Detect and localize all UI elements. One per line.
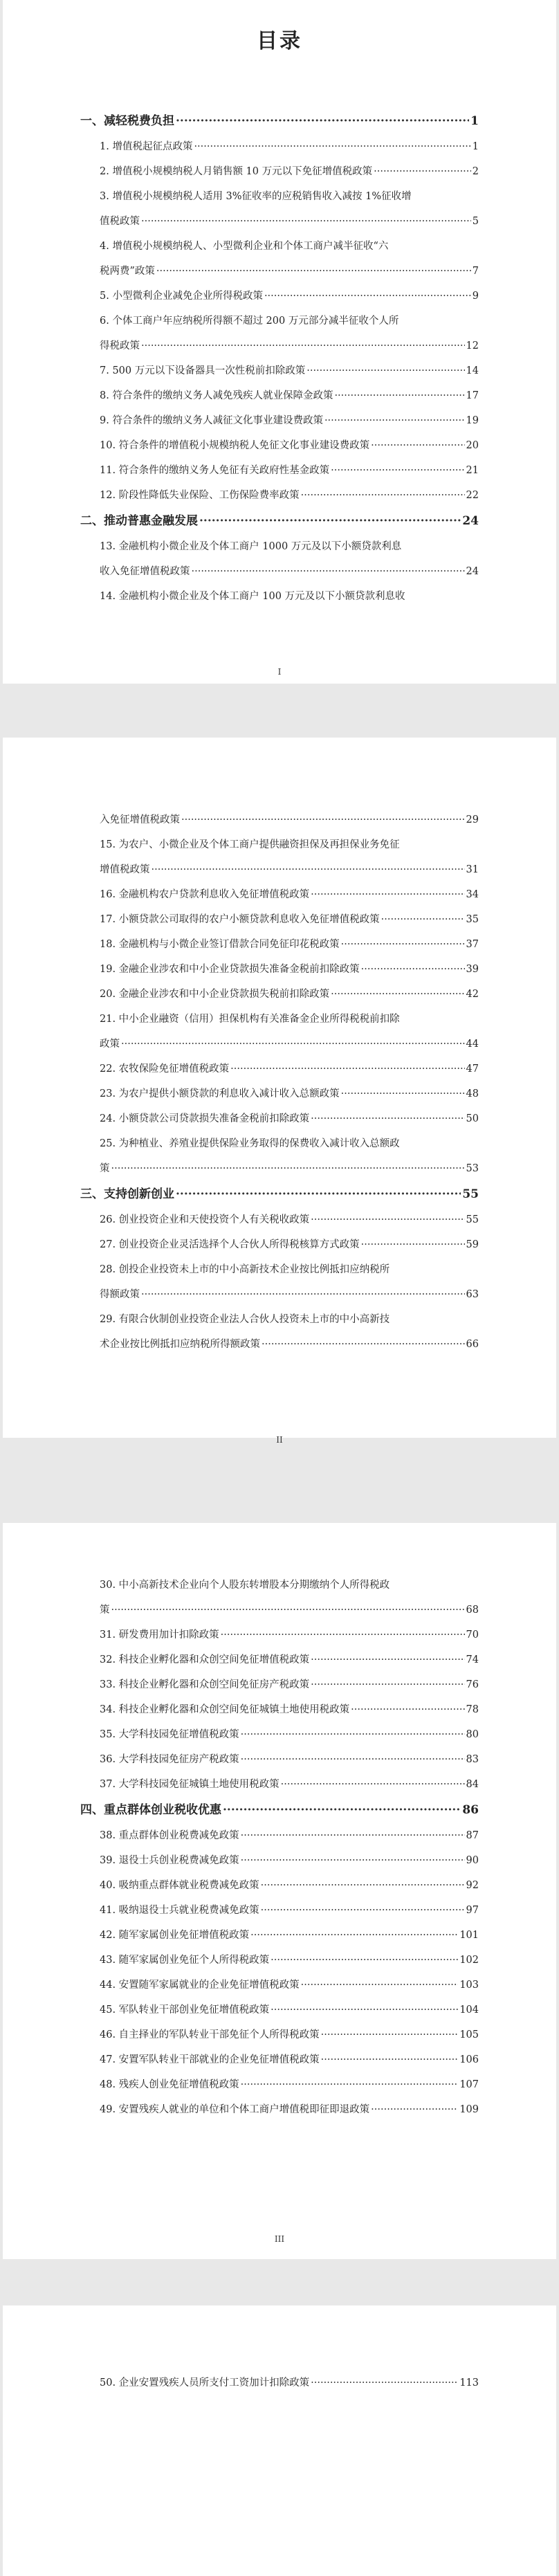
entry-title: 31. 研发费用加计扣除政策 [100,1629,219,1641]
toc-entry[interactable] [80,1772,479,1797]
entry-title-line2: 收入免征增值税政策 [100,566,190,577]
toc-entry[interactable] [80,1848,479,1873]
toc-entry[interactable] [80,2022,479,2047]
dot-leader [241,1823,465,1848]
dot-leader [271,1998,458,2022]
toc-list [80,738,479,1357]
toc-page-2 [3,738,556,1445]
dot-leader [341,932,465,957]
entry-page-number: 80 [466,1729,479,1740]
entry-title: 1. 增值税起征点政策 [100,141,193,152]
dot-leader [261,1873,465,1898]
dot-leader [311,882,464,907]
toc-entry[interactable] [80,159,479,184]
entry-title: 入免征增值税政策 [100,814,180,825]
entry-page-number: 101 [459,1930,479,1941]
entry-page-number: 14 [466,365,479,376]
entry-page-number: 50 [466,1113,479,1124]
page-number-footer: III [274,2234,285,2244]
toc-entry[interactable] [80,1998,479,2022]
entry-page-number: 2 [472,166,479,177]
toc-section[interactable] [80,1181,479,1207]
toc-entry[interactable] [80,1081,479,1106]
toc-entry[interactable] [80,1106,479,1131]
toc-entry[interactable] [80,358,479,383]
toc-entry[interactable] [80,1207,479,1232]
entry-page-number: 21 [466,465,479,476]
toc-entry[interactable] [80,1007,479,1057]
entry-title-line2-row [100,334,479,358]
toc-list [80,1523,479,2122]
entry-title-line1: 29. 有限合伙制创业投资企业法人合伙人投资未上市的中小高新技 [100,1314,390,1325]
entry-title: 39. 退役士兵创业税费减免政策 [100,1855,239,1866]
toc-entry[interactable] [80,1257,479,1307]
entry-page-number: 34 [466,889,479,900]
dot-leader [176,108,469,134]
entry-title: 22. 农牧保险免征增值税政策 [100,1063,230,1075]
toc-entry[interactable] [80,2097,479,2122]
page-number-footer: II [276,1435,283,1445]
toc-page-1 [3,0,556,684]
dot-leader [194,134,470,159]
toc-entry[interactable] [80,1697,479,1722]
entry-title-line2-row [100,1332,479,1357]
entry-title-line2-row [100,209,479,234]
entry-title-line2-row [100,1156,479,1181]
entry-title: 34. 科技企业孵化器和众创空间免征城镇土地使用税政策 [100,1704,350,1715]
dot-leader [181,807,465,832]
entry-page-number: 107 [459,2079,479,2090]
toc-entry[interactable] [80,433,479,458]
dot-leader [381,907,465,932]
dot-leader [371,2097,458,2122]
toc-entry[interactable] [80,1948,479,1973]
dot-leader [111,1598,465,1623]
dot-leader [361,1232,465,1257]
entry-title-line2-row [100,1032,479,1057]
entry-title-line1: 13. 金融机构小微企业及个体工商户 1000 万元及以下小额贷款利息 [100,541,402,552]
entry-page-number: 55 [462,1187,479,1201]
entry-page-number: 74 [466,1654,479,1665]
entry-title: 44. 安置随军家属就业的企业免征增值税政策 [100,1980,300,1991]
dot-leader [311,1647,464,1672]
entry-title-line2: 策 [100,1163,110,1174]
entry-page-number: 87 [466,1830,479,1841]
entry-title: 11. 符合条件的缴纳义务人免征有关政府性基金政策 [100,465,330,476]
toc-entry[interactable] [80,483,479,508]
entry-title: 10. 符合条件的增值税小规模纳税人免征文化事业建设费政策 [100,440,370,451]
toc-list [80,2305,479,2395]
entry-title: 36. 大学科技园免征房产税政策 [100,1754,239,1765]
toc-entry[interactable] [80,1898,479,1923]
dot-leader [351,1697,464,1722]
toc-entry[interactable] [80,1131,479,1181]
toc-entry[interactable] [80,383,479,408]
entry-title-line2: 税两费”政策 [100,266,155,277]
dot-leader [374,159,471,184]
entry-page-number: 68 [466,1605,479,1616]
entry-page-number: 29 [466,814,479,825]
entry-page-number: 5 [472,216,479,227]
entry-title: 43. 随军家属创业免征个人所得税政策 [100,1955,270,1966]
toc-entry[interactable] [80,309,479,358]
entry-title: 32. 科技企业孵化器和众创空间免征增值税政策 [100,1654,310,1665]
toc-entry[interactable] [80,1057,479,1081]
dot-leader [141,1282,465,1307]
toc-entry[interactable] [80,284,479,309]
toc-entry[interactable] [80,2072,479,2097]
entry-page-number: 113 [459,2377,479,2388]
toc-entry[interactable] [80,1722,479,1747]
dot-leader [176,1181,461,1207]
toc-entry[interactable] [80,1307,479,1357]
entry-title-line2: 得税政策 [100,340,140,351]
entry-page-number: 44 [466,1039,479,1050]
toc-entry[interactable] [80,1573,479,1623]
dot-leader [241,1722,465,1747]
entry-title: 42. 随军家属创业免征增值税政策 [100,1930,250,1941]
entry-page-number: 47 [466,1063,479,1075]
entry-title-line2-row [100,857,479,882]
entry-title: 18. 金融机构与小微企业签订借款合同免征印花税政策 [100,939,340,950]
entry-page-number: 102 [459,1955,479,1966]
entry-page-number: 31 [466,864,479,875]
entry-page-number: 66 [466,1339,479,1350]
entry-title: 14. 金融机构小微企业及个体工商户 100 万元及以下小额贷款利息收 [100,591,405,602]
entry-page-number: 104 [459,2004,479,2016]
entry-title: 2. 增值税小规模纳税人月销售额 10 万元以下免征增值税政策 [100,166,373,177]
dot-leader [341,1081,465,1106]
toc-section[interactable] [80,1797,479,1823]
entry-page-number: 1 [470,114,479,128]
entry-title-line2: 政策 [100,1039,120,1050]
entry-title: 45. 军队转业干部创业免征增值税政策 [100,2004,270,2016]
entry-page-number: 24 [466,566,479,577]
dot-leader [331,458,464,483]
entry-title-line1: 6. 个体工商户年应纳税所得额不超过 200 万元部分减半征收个人所 [100,316,399,327]
entry-title-line2-row [100,1598,479,1623]
entry-title: 16. 金融机构农户贷款利息收入免征增值税政策 [100,889,310,900]
page-number-footer: I [277,667,282,677]
toc-entry[interactable] [80,234,479,284]
entry-title: 49. 安置残疾人就业的单位和个体工商户增值税即征即退政策 [100,2104,370,2115]
toc-entry[interactable] [80,882,479,907]
entry-title: 47. 安置军队转业干部就业的企业免征增值税政策 [100,2054,320,2065]
entry-title: 三、支持创新创业 [80,1187,174,1201]
entry-title: 5. 小型微利企业减免企业所得税政策 [100,291,263,302]
dot-leader [361,957,465,982]
toc-entry[interactable] [80,982,479,1007]
toc-entry[interactable] [80,2047,479,2072]
entry-page-number: 106 [459,2054,479,2065]
entry-title: 二、推动普惠金融发展 [80,514,198,528]
toc-entry[interactable] [80,932,479,957]
toc-entry[interactable] [80,2371,479,2395]
entry-title-line1: 28. 创投企业投资未上市的中小高新技术企业按比例抵扣应纳税所 [100,1264,390,1275]
dot-leader [311,1207,464,1232]
dot-leader [241,1747,465,1772]
entry-title-line1: 21. 中小企业融资（信用）担保机构有关准备金企业所得税税前扣除 [100,1014,400,1025]
entry-page-number: 19 [466,415,479,426]
entry-title: 7. 500 万元以下设备器具一次性税前扣除政策 [100,365,306,376]
toc-entry[interactable] [80,907,479,932]
dot-leader [262,1332,465,1357]
dot-leader [141,334,465,358]
entry-page-number: 12 [466,340,479,351]
toc-entry[interactable] [80,534,479,584]
entry-title: 41. 吸纳退役士兵就业税费减免政策 [100,1905,259,1916]
entry-page-number: 20 [466,440,479,451]
entry-title-line2: 术企业按比例抵扣应纳税所得额政策 [100,1339,260,1350]
dot-leader [230,1057,464,1081]
dot-leader [301,1973,459,1998]
entry-title-line1: 4. 增值税小规模纳税人、小型微利企业和个体工商户减半征收“六 [100,241,389,252]
entry-page-number: 103 [459,1980,479,1991]
toc-entry[interactable] [80,832,479,882]
entry-title: 37. 大学科技园免征城镇土地使用税政策 [100,1779,280,1790]
dot-leader [331,982,464,1007]
toc-entry[interactable] [80,408,479,433]
toc-entry[interactable] [80,1747,479,1772]
entry-page-number: 59 [466,1239,479,1250]
entry-title: 38. 重点群体创业税费减免政策 [100,1830,239,1841]
dot-leader [192,559,465,584]
toc-entry[interactable] [80,1672,479,1697]
entry-page-number: 109 [459,2104,479,2115]
entry-title: 27. 创业投资企业灵活选择个人合伙人所得税核算方式政策 [100,1239,360,1250]
entry-title: 50. 企业安置残疾人员所支付工资加计扣除政策 [100,2377,310,2388]
dot-leader [156,259,471,284]
entry-title: 一、减轻税费负担 [80,114,174,128]
entry-title: 46. 自主择业的军队转业干部免征个人所得税政策 [100,2029,320,2040]
dot-leader [199,508,461,534]
document-title: 目录 [257,29,302,53]
dot-leader [241,2072,459,2097]
entry-title-line2-row [100,1282,479,1307]
entry-title-line1: 25. 为种植业、养殖业提供保险业务取得的保费收入减计收入总额政 [100,1138,400,1149]
toc-list [80,108,479,609]
entry-title-line2: 增值税政策 [100,864,150,875]
entry-title: 48. 残疾人创业免征增值税政策 [100,2079,239,2090]
entry-title: 26. 创业投资企业和天使投资个人有关税收政策 [100,1214,310,1225]
entry-page-number: 35 [466,914,479,925]
toc-entry[interactable] [80,1973,479,1998]
entry-page-number: 92 [466,1880,479,1891]
entry-page-number: 70 [466,1629,479,1641]
dot-leader [152,857,465,882]
toc-entry[interactable] [80,184,479,234]
entry-title-line2-row [100,559,479,584]
dot-leader [371,433,464,458]
toc-entry[interactable] [80,1232,479,1257]
toc-entry[interactable] [80,957,479,982]
entry-page-number: 24 [462,514,479,528]
toc-entry[interactable] [80,1923,479,1948]
entry-page-number: 63 [466,1289,479,1300]
dot-leader [250,1923,458,1948]
toc-page-4 [3,2305,556,2576]
toc-section[interactable] [80,508,479,534]
dot-leader [223,1797,461,1823]
toc-entry[interactable] [80,1823,479,1848]
entry-page-number: 1 [472,141,479,152]
entry-page-number: 83 [466,1754,479,1765]
toc-entry[interactable] [80,134,479,159]
entry-title: 35. 大学科技园免征增值税政策 [100,1729,239,1740]
entry-title-line1: 15. 为农户、小微企业及个体工商户提供融资担保及再担保业务免征 [100,839,400,850]
entry-page-number: 17 [466,390,479,401]
entry-page-number: 39 [466,964,479,975]
entry-page-number: 84 [466,1779,479,1790]
entry-page-number: 76 [466,1679,479,1690]
dot-leader [261,1898,465,1923]
dot-leader [324,408,465,433]
dot-leader [321,2022,459,2047]
entry-title: 12. 阶段性降低失业保险、工伤保险费率政策 [100,490,300,501]
entry-title-line2: 策 [100,1605,110,1616]
entry-title: 24. 小额贷款公司贷款损失准备金税前扣除政策 [100,1113,310,1124]
dot-leader [241,1848,465,1873]
toc-entry[interactable] [80,1647,479,1672]
entry-page-number: 22 [466,490,479,501]
dot-leader [121,1032,465,1057]
toc-section[interactable] [80,108,479,134]
dot-leader [111,1156,465,1181]
entry-title-line2: 值税政策 [100,216,140,227]
dot-leader [311,1106,464,1131]
entry-title: 19. 金融企业涉农和中小企业贷款损失准备金税前扣除政策 [100,964,360,975]
dot-leader [321,2047,459,2072]
entry-title: 9. 符合条件的缴纳义务人减征文化事业建设费政策 [100,415,323,426]
dot-leader [221,1623,465,1647]
entry-page-number: 53 [466,1163,479,1174]
toc-entry[interactable] [80,1873,479,1898]
entry-title-line2: 得额政策 [100,1289,140,1300]
entry-page-number: 78 [466,1704,479,1715]
entry-page-number: 9 [472,291,479,302]
entry-page-number: 55 [466,1214,479,1225]
dot-leader [311,1672,464,1697]
entry-page-number: 105 [459,2029,479,2040]
entry-title: 40. 吸纳重点群体就业税费减免政策 [100,1880,259,1891]
dot-leader [301,483,465,508]
entry-title: 20. 金融企业涉农和中小企业贷款损失税前扣除政策 [100,989,330,1000]
dot-leader [306,358,464,383]
toc-entry[interactable] [80,1623,479,1647]
entry-page-number: 97 [466,1905,479,1916]
entry-page-number: 37 [466,939,479,950]
entry-page-number: 7 [472,266,479,277]
entry-title-line1: 30. 中小高新技术企业向个人股东转增股本分期缴纳个人所得税政 [100,1580,390,1591]
entry-page-number: 86 [462,1803,479,1817]
toc-page-3 [3,1523,556,2259]
entry-title: 17. 小额贷款公司取得的农户小额贷款利息收入免征增值税政策 [100,914,380,925]
toc-entry[interactable] [80,807,479,832]
entry-title: 33. 科技企业孵化器和众创空间免征房产税政策 [100,1679,310,1690]
entry-title-line1: 3. 增值税小规模纳税人适用 3%征收率的应税销售收入减按 1%征收增 [100,191,412,202]
entry-title: 8. 符合条件的缴纳义务人减免残疾人就业保障金政策 [100,390,333,401]
dot-leader [311,2371,458,2395]
toc-entry[interactable] [80,458,479,483]
dot-leader [264,284,471,309]
entry-title: 23. 为农户提供小额贷款的利息收入减计收入总额政策 [100,1088,340,1099]
entry-title-line2-row [100,259,479,284]
entry-page-number: 42 [466,989,479,1000]
entry-title: 四、重点群体创业税收优惠 [80,1803,221,1817]
dot-leader [141,209,471,234]
entry-page-number: 90 [466,1855,479,1866]
dot-leader [281,1772,465,1797]
entry-page-number: 48 [466,1088,479,1099]
dot-leader [271,1948,458,1973]
dot-leader [334,383,464,408]
toc-entry[interactable] [80,584,479,609]
